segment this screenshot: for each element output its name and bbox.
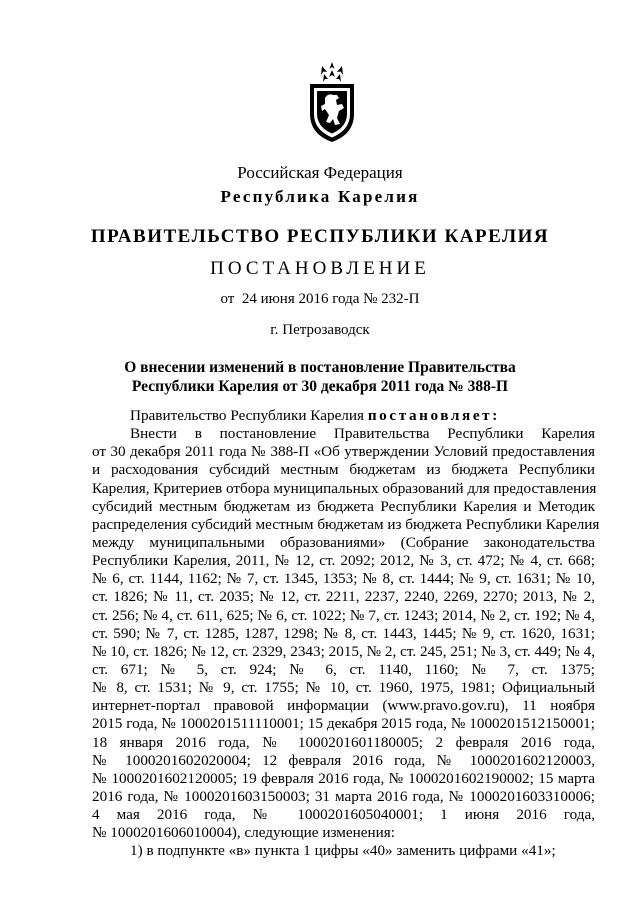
body-line: Внести в постановление Правительства Республики Карелия	[130, 425, 595, 443]
body-line: № 1000201602020004; 12 февраля 2016 года, № 1000201602120003,	[92, 751, 595, 769]
intro-prefix: Правительство Республики Карелия	[130, 407, 368, 424]
body-line: распределения субсидий местным бюджетам из бюджета Республики Карелия	[92, 515, 600, 533]
body-line: 2016 года, № 1000201603150003; 31 марта 2016 года, № 1000201603310006;	[92, 787, 595, 805]
body-line: интернет-портал правовой информации (www.pravo.gov.ru), 11 ноября	[92, 697, 595, 715]
body-line: № 8, ст. 1531; № 9, ст. 1755; № 10, ст. 1960, 1975, 1981; Официальный	[92, 679, 595, 697]
body-line: № 10, ст. 1826; № 12, ст. 2329, 2343; 2015, № 2, ст. 245, 251; № 3, ст. 449; № 4,	[92, 642, 595, 660]
body-line: между муниципальными образованиями» (Собрание законодательства	[92, 533, 595, 551]
government-title: ПРАВИТЕЛЬСТВО РЕСПУБЛИКИ КАРЕЛИЯ	[90, 226, 550, 247]
body-line: Карелия, Критериев отбора муниципальных образований для предоставления	[92, 479, 597, 497]
body-line: ст. 1826; № 11, ст. 2035; № 12, ст. 2211, 2237, 2240, 2269, 2270; 2013, № 2,	[92, 588, 595, 606]
document-city: г. Петрозаводск	[270, 322, 370, 338]
body-line: № 1000201602120005; 19 февраля 2016 года, № 1000201602190002; 15 марта	[92, 769, 595, 787]
document-type: ПОСТАНОВЛЕНИЕ	[210, 258, 430, 279]
country-name: Российская Федерация	[237, 163, 403, 182]
body-line: и расходования субсидий местным бюджетам из бюджета Республики	[92, 461, 595, 479]
body-line: ст. 671; № 5, ст. 924; № 6, ст. 1140, 1160; № 7, ст. 1375;	[92, 660, 595, 678]
body-line: 1) в подпункте «в» пункта 1 цифры «40» заменить цифрами «41»;	[130, 842, 556, 860]
document-body	[92, 407, 600, 861]
document-subject	[0, 358, 640, 396]
body-line: 18 января 2016 года, № 1000201601180005; 2 февраля 2016 года,	[92, 733, 595, 751]
republic-name: Республика Карелия	[220, 187, 420, 206]
subject-line: Республики Карелия от 30 декабря 2011 года № 388-П	[131, 378, 509, 395]
body-line: № 1000201606010004), следующие изменения:	[92, 824, 395, 842]
karelia-coat-of-arms-icon	[306, 62, 358, 144]
document-date-number: от 24 июня 2016 года № 232-П	[220, 291, 420, 307]
body-line: 4 мая 2016 года, № 1000201605040001; 1 июня 2016 года,	[92, 806, 595, 824]
body-line: № 6, ст. 1144, 1162; № 7, ст. 1345, 1353; № 8, ст. 1444; № 9, ст. 1631; № 10,	[92, 570, 595, 588]
body-line: 2015 года, № 1000201511110001; 15 декабря 2015 года, № 1000201512150001;	[92, 715, 595, 733]
intro-verb: постановляет:	[367, 407, 500, 424]
body-line: субсидий местным бюджетам из бюджета Республики Карелия и Методик	[92, 497, 595, 515]
subject-line: О внесении изменений в постановление Правительства	[124, 359, 516, 376]
intro-paragraph	[92, 407, 595, 425]
body-line: Республики Карелия, 2011, № 12, ст. 2092; 2012, № 3, ст. 472; № 4, ст. 668;	[92, 552, 595, 570]
body-line: ст. 590; № 7, ст. 1285, 1287, 1298; № 8, ст. 1443, 1445; № 9, ст. 1620, 1631;	[92, 624, 595, 642]
body-line: ст. 256; № 4, ст. 611, 625; № 6, ст. 1022; № 7, ст. 1243; 2014, № 2, ст. 192; № 4,	[92, 606, 595, 624]
body-line: от 30 декабря 2011 года № 388-П «Об утверждении Условий предоставления	[92, 443, 595, 461]
